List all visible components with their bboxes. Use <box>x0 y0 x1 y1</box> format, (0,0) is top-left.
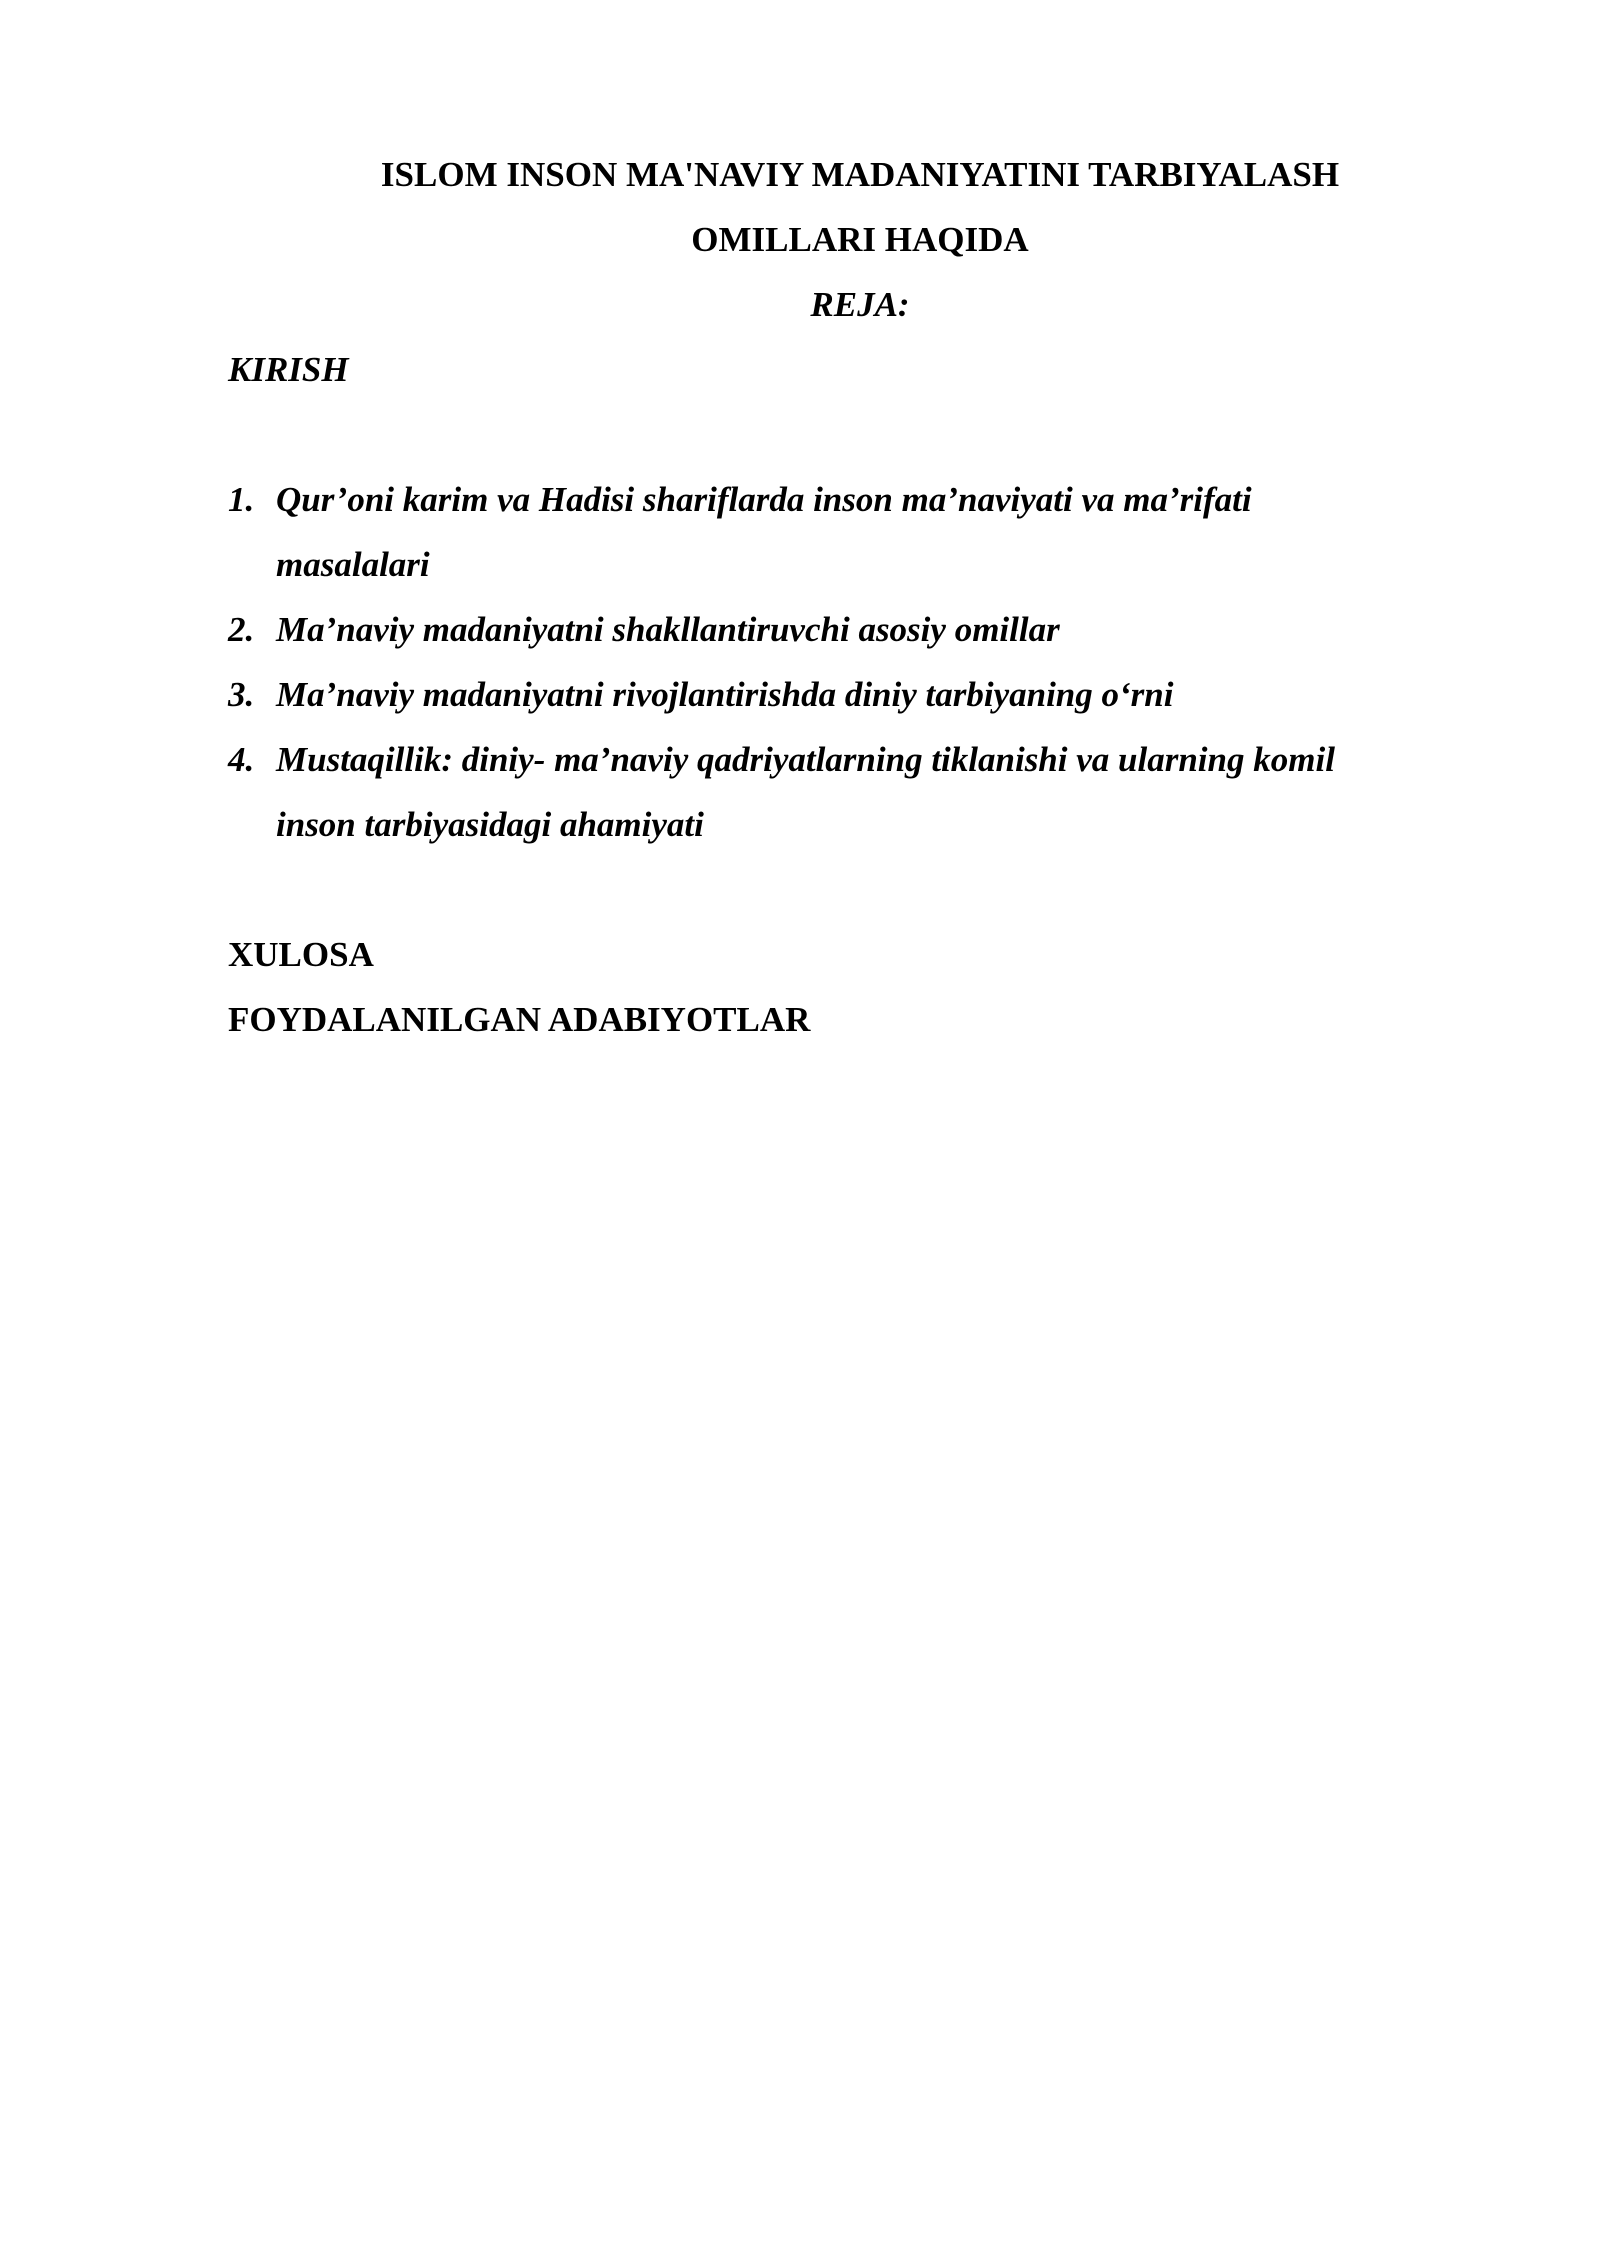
plan-item-text: Ma’naviy madaniyatni rivojlantirishda diniy tarbiyaning o‘rni <box>276 675 1174 714</box>
plan-item-text-continued: masalalari <box>276 545 430 584</box>
plan-item-text-continued: inson tarbiyasidagi ahamiyati <box>276 805 704 844</box>
intro-heading: KIRISH <box>228 350 349 389</box>
title-line-2: OMILLARI HAQIDA <box>691 220 1029 259</box>
plan-item-text: Ma’naviy madaniyatni shakllantiruvchi asosiy omillar <box>276 610 1060 649</box>
plan-item-number: 4. <box>228 740 255 779</box>
plan-item-number: 3. <box>228 675 255 714</box>
plan-item-text: Mustaqillik: diniy- ma’naviy qadriyatlarning tiklanishi va ularning komil <box>276 740 1335 779</box>
plan-heading: REJA: <box>810 285 910 324</box>
references-heading: FOYDALANILGAN ADABIYOTLAR <box>228 1000 811 1039</box>
conclusion-heading: XULOSA <box>228 935 374 974</box>
plan-item-number: 1. <box>228 480 255 519</box>
title-line-1: ISLOM INSON MA'NAVIY MADANIYATINI TARBIYALASH <box>380 155 1340 194</box>
plan-item-number: 2. <box>228 610 255 649</box>
plan-item-text: Qur’oni karim va Hadisi shariflarda inson ma’naviyati va ma’rifati <box>276 480 1252 519</box>
